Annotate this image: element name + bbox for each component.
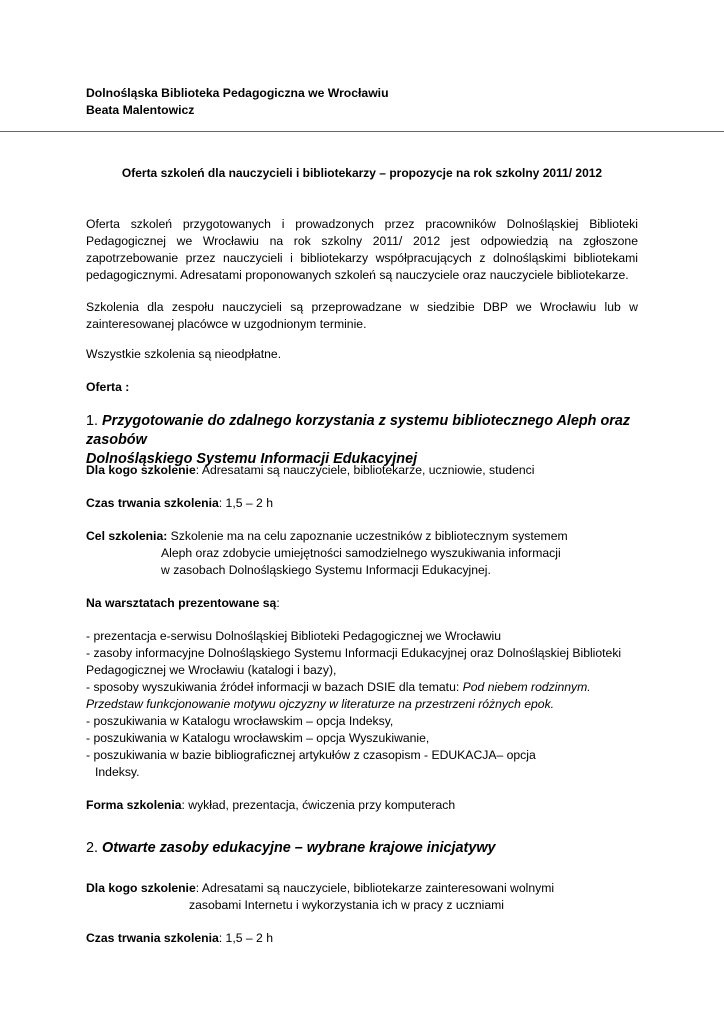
text-line: zapotrzebowanie przez nauczycieli i bibliotekarzy współpracujących z dolnośląskimi bibliotekami [86, 251, 638, 265]
field-label: Czas trwania szkolenia [86, 931, 219, 945]
field-value: : Adresatami są nauczyciele, bibliotekarze, uczniowie, studenci [195, 463, 535, 477]
s2-audience [86, 880, 554, 897]
list-item: - poszukiwania w Katalogu wrocławskim – opcja Indeksy, [86, 714, 394, 728]
field-label: Dla kogo szkolenie [86, 881, 196, 895]
field-label: Cel szkolenia: [86, 529, 168, 543]
field-colon: : [276, 596, 280, 610]
institution-name: Dolnośląska Biblioteka Pedagogiczna we Wrocławiu [86, 86, 389, 100]
s1-workshops-label [86, 595, 280, 612]
section-title: Przygotowanie do zdalnego korzystania z systemu bibliotecznego Aleph oraz zasobów [86, 413, 631, 448]
list-item-cont: Indeksy. [95, 765, 140, 779]
field-value: : 1,5 – 2 h [218, 496, 273, 510]
s1-duration [86, 495, 273, 512]
list-item: - poszukiwania w bazie bibliograficznej artykułów z czasopism - EDUKACJA– opcja [86, 748, 536, 762]
list-item-text: - sposoby wyszukiwania źródeł informacji w bazach DSIE dla tematu: [86, 680, 463, 694]
s1-form [86, 797, 455, 814]
field-value: Szkolenie ma na celu zapoznanie uczestników z bibliotecznym systemem [167, 529, 568, 543]
section-title-cont: Dolnośląskiego Systemu Informacji Edukacyjnej [86, 451, 418, 467]
list-item-cont: Pedagogicznej we Wrocławiu (katalogi i bazy), [86, 663, 337, 677]
field-label: Na warsztatach prezentowane są [86, 596, 277, 610]
s1-audience [86, 462, 534, 479]
list-item-cont: Przedstaw funkcjonowanie motywu ojczyzny w literaturze na przestrzeni różnych epok. [86, 697, 555, 711]
section-title: Otwarte zasoby edukacyjne – wybrane krajowe inicjatywy [102, 840, 496, 856]
s1-goal [86, 528, 568, 545]
field-value: : wykład, prezentacja, ćwiczenia przy komputerach [181, 798, 456, 812]
text-line: Pedagogicznej we Wrocławiu na rok szkolny 2011/ 2012 jest odpowiedzią na zgłoszone [86, 234, 638, 248]
s1-goal-line-3: w zasobach Dolnośląskiego Systemu Informacji Edukacyjnej. [161, 563, 491, 577]
list-item: - zasoby informacyjne Dolnośląskiego Systemu Informacji Edukacyjnej oraz Dolnośląskiej Biblioteki [86, 646, 622, 660]
author-name: Beata Malentowicz [86, 103, 195, 117]
document-header [86, 85, 646, 119]
offer-label: Oferta : [86, 380, 130, 394]
text-line: Szkolenia dla zespołu nauczycieli są przeprowadzane w siedzibie DBP we Wrocławiu lub w [86, 300, 638, 314]
section-number: 2. [86, 840, 99, 856]
s2-duration [86, 930, 273, 947]
text-line: zainteresowanej placówce w uzgodnionym terminie. [86, 317, 367, 331]
list-item: - prezentacja e-serwisu Dolnośląskiej Biblioteki Pedagogicznej we Wrocławiu [86, 629, 502, 643]
section-number: 1. [86, 413, 99, 429]
list-item-italic: Pod niebem rodzinnym. [462, 680, 591, 694]
intro-paragraph-1 [86, 216, 638, 284]
intro-paragraph-2 [86, 299, 638, 333]
section-2-heading [86, 839, 646, 858]
text-line: pedagogicznymi. Adresatami proponowanych szkoleń są nauczyciele oraz nauczyciele bibliotekarze. [86, 268, 629, 282]
intro-paragraph-3: Wszystkie szkolenia są nieodpłatne. [86, 347, 282, 361]
field-label: Forma szkolenia [86, 798, 182, 812]
s2-audience-line-2: zasobami Internetu i wykorzystania ich w pracy z uczniami [189, 898, 504, 912]
text-line: Oferta szkoleń przygotowanych i prowadzonych przez pracowników Dolnośląskiej Biblioteki [86, 217, 638, 231]
field-value: : 1,5 – 2 h [218, 931, 273, 945]
field-label: Czas trwania szkolenia [86, 496, 219, 510]
document-title: Oferta szkoleń dla nauczycieli i bibliotekarzy – propozycje na rok szkolny 2011/ 2012 [121, 166, 603, 180]
list-item: - poszukiwania w Katalogu wrocławskim – opcja Wyszukiwanie, [86, 731, 430, 745]
s1-goal-line-2: Aleph oraz zdobycie umiejętności samodzielnego wyszukiwania informacji [161, 546, 561, 560]
section-1-heading [86, 412, 646, 469]
list-item [86, 679, 591, 696]
header-divider [0, 131, 724, 132]
field-label: Dla kogo szkolenie [86, 463, 196, 477]
field-value: : Adresatami są nauczyciele, bibliotekarze zainteresowani wolnymi [195, 881, 555, 895]
